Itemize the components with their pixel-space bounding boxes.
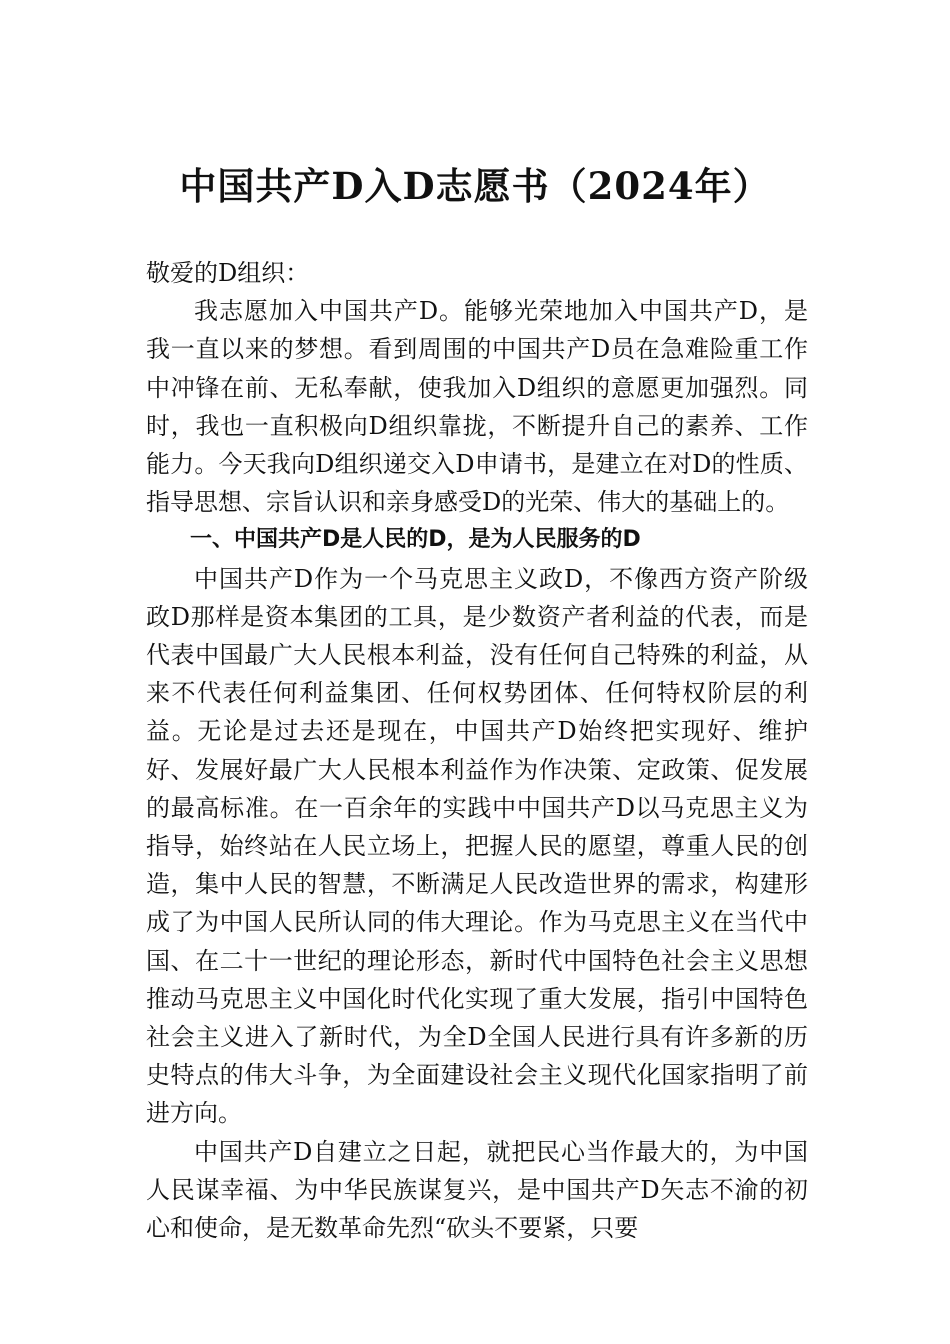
section-heading: 一、中国共产D是人民的D，是为人民服务的D [190,527,641,553]
document-title: 中国共产D入D志愿书（2024年） [179,164,771,208]
paragraph-section-2: 中国共产D自建立之日起，就把民心当作最大的，为中国人民谋幸福、为中华民族谋复兴，是中国共产D矢志不渝的初心和使命，是无数革命先烈“砍头不要紧，只要 [146,1137,808,1243]
salutation: 敬爱的D组织： [146,259,310,287]
document-body [146,254,808,1247]
paragraph-intro: 我志愿加入中国共产D。能够光荣地加入中国共产D，是我一直以来的梦想。看到周围的中国共产D员在急难险重工作中冲锋在前、无私奉献，使我加入D组织的意愿更加强烈。同时，我也一直积极向D组织靠拢，不断提升自己的素养、工作能力。今天我向D组织递交入D申请书，是建立在对D的性质、指导思想、宗旨认识和亲身感受D的光荣、伟大的基础上的。 [146,297,808,517]
paragraph-section-1: 中国共产D作为一个马克思主义政D，不像西方资产阶级政D那样是资本集团的工具，是少数资产者利益的代表，而是代表中国最广大人民根本利益，没有任何自己特殊的利益，从来不代表任何利益集团、任何权势团体、任何特权阶层的利益。无论是过去还是现在，中国共产D始终把实现好、维护好、发展好最广大人民根本利益作为作决策、定政策、促发展的最高标准。在一百余年的实践中中国共产D以马克思主义为指导，始终站在人民立场上，把握人民的愿望，尊重人民的创造，集中人民的智慧，不断满足人民改造世界的需求，构建形成了为中国人民所认同的伟大理论。作为马克思主义在当代中国、在二十一世纪的理论形态，新时代中国特色社会主义思想推动马克思主义中国化时代化实现了重大发展，指引中国特色社会主义进入了新时代，为全D全国人民进行具有许多新的历史特点的伟大斗争，为全面建设社会主义现代化国家指明了前进方向。 [146,564,808,1128]
